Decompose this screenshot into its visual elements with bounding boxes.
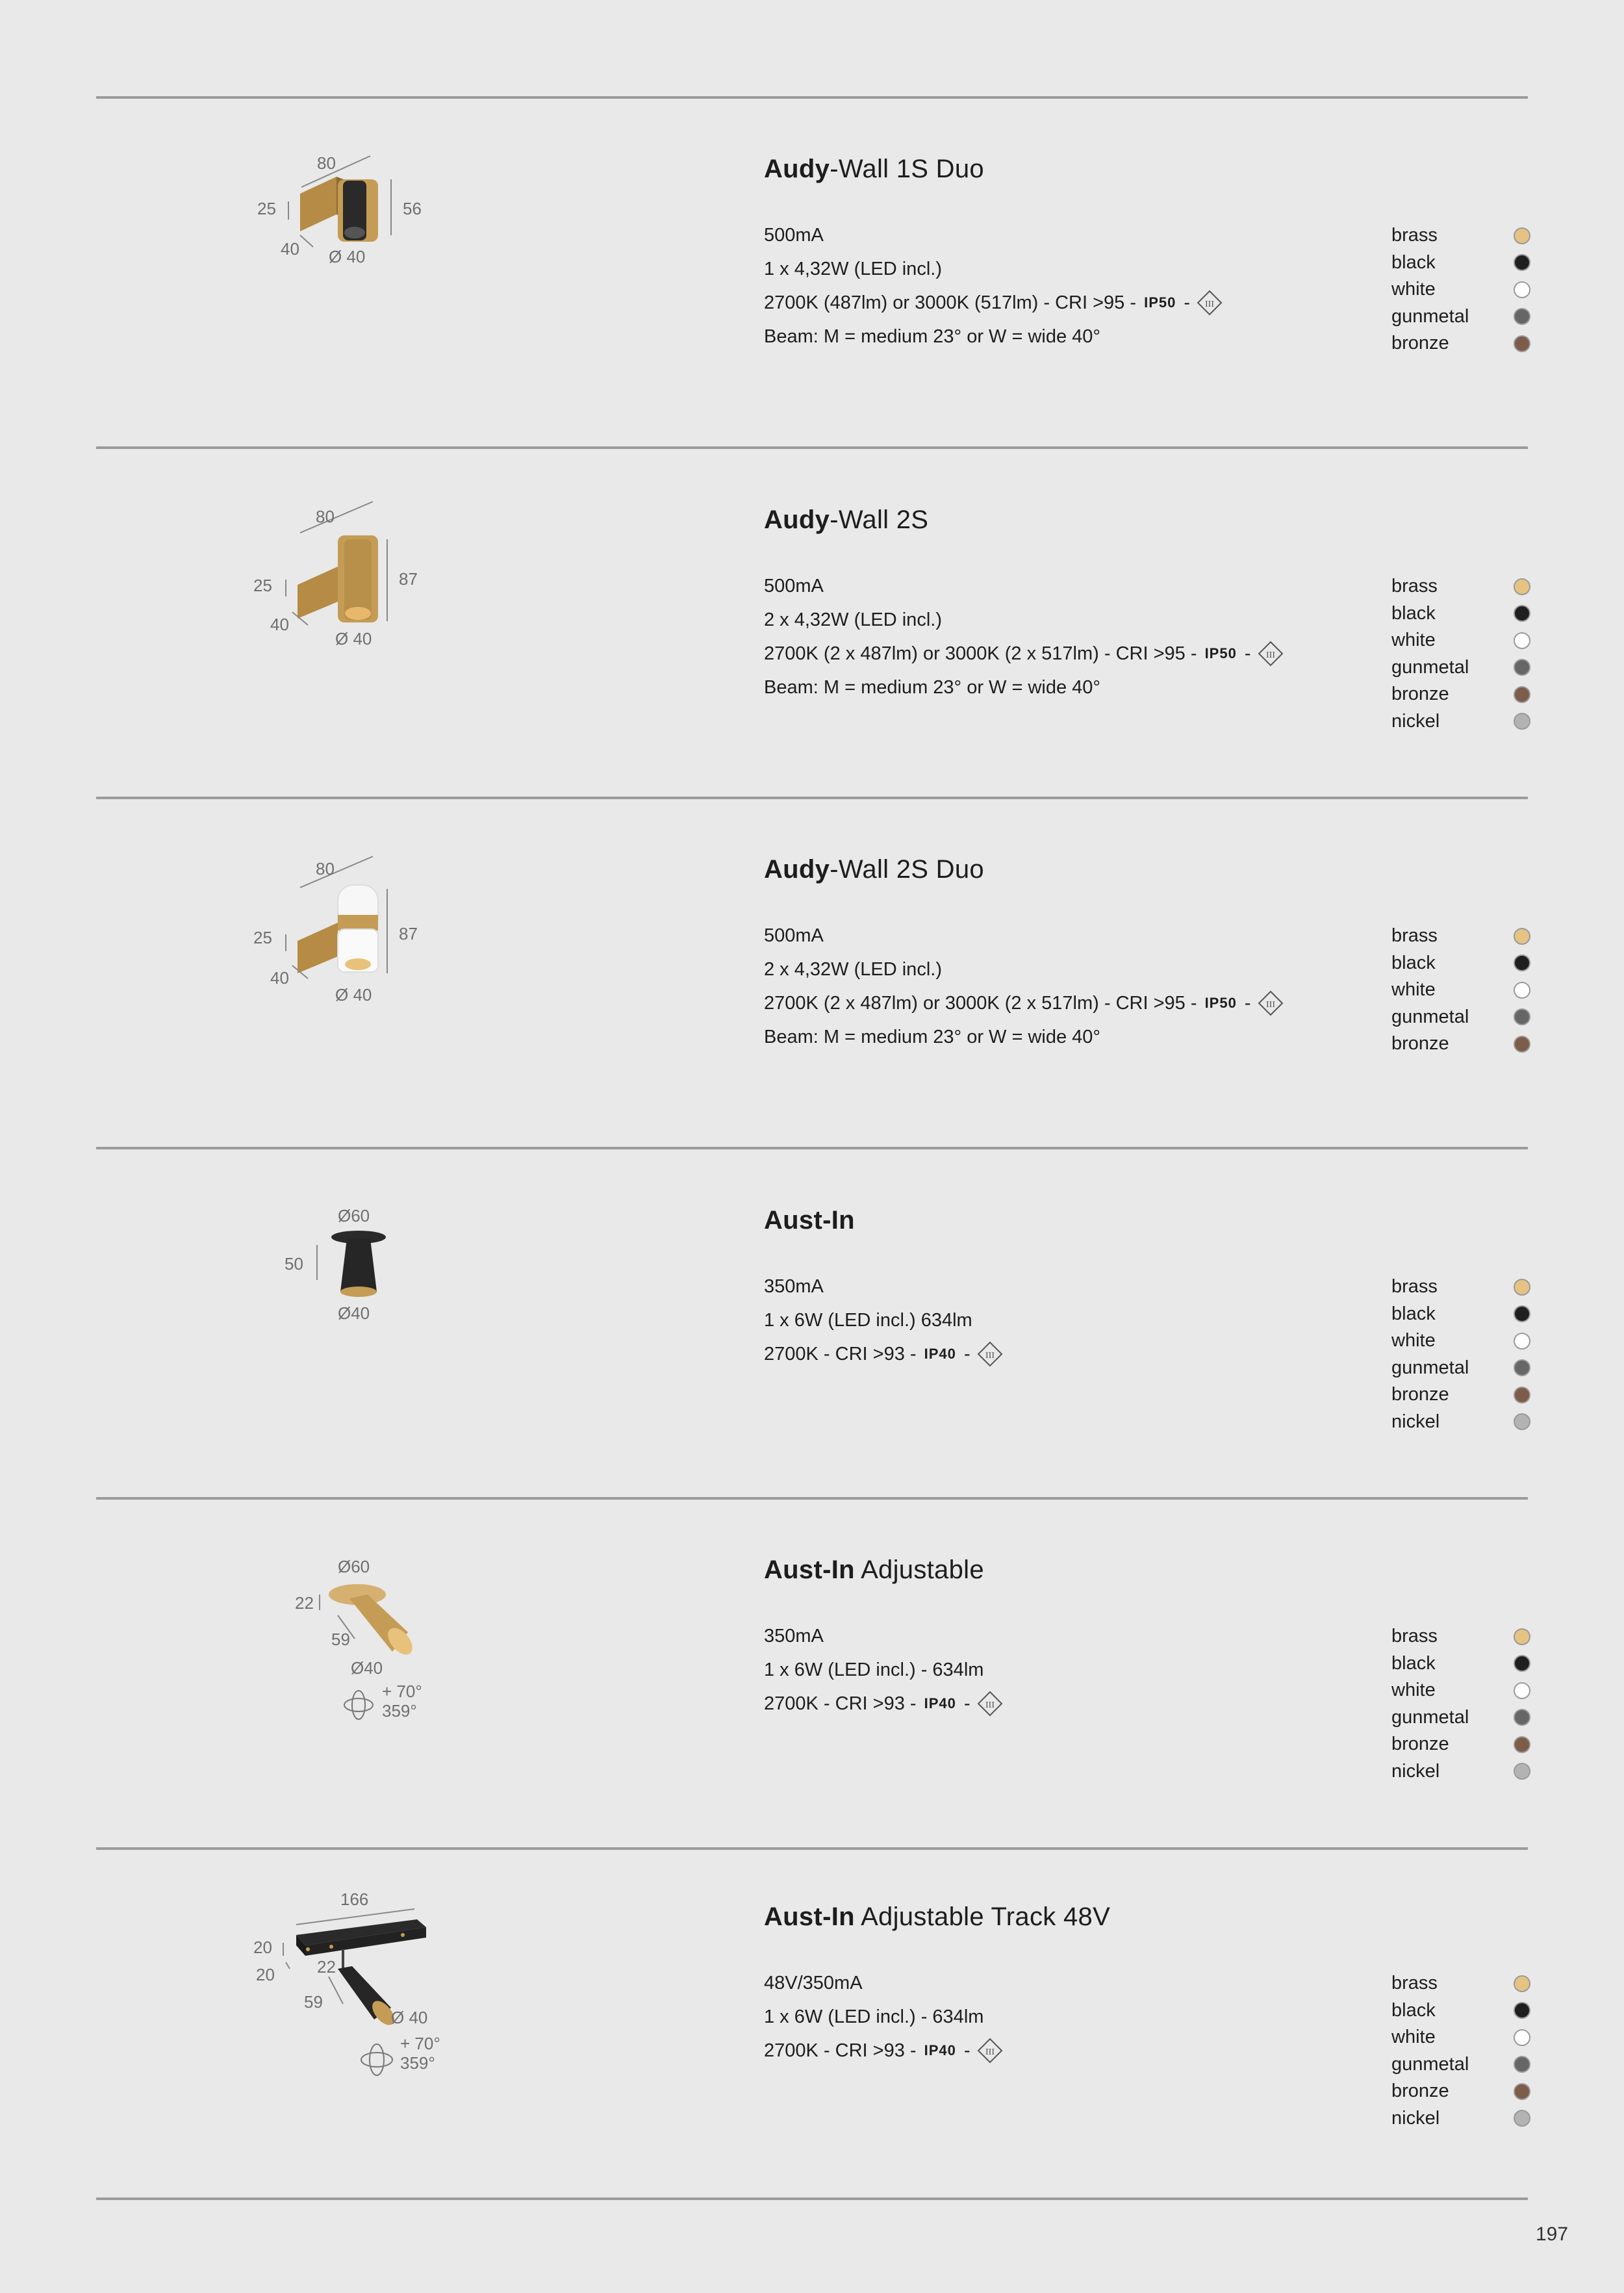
- dim-diameter-top: Ø60: [338, 1557, 370, 1576]
- product-drawing: [240, 1865, 461, 2125]
- class-iii-icon: [1258, 641, 1284, 667]
- finish-brass: brass: [1391, 573, 1530, 600]
- svg-text:III: III: [985, 1700, 995, 1710]
- spec-power: 1 x 6W (LED incl.) 634lm: [764, 1310, 972, 1331]
- dim-diameter: Ø 40: [329, 247, 366, 266]
- ip-rating: IP40: [924, 1346, 956, 1362]
- dim-width: 20: [256, 1965, 275, 1984]
- spec-light: 2700K (2 x 487lm) or 3000K (2 x 517lm) - CRI >95 - IP50 - III: [764, 637, 1284, 671]
- class-iii-icon: [1197, 290, 1223, 316]
- spec-light: 2700K - CRI >93 - IP40 - III: [764, 1687, 1003, 1721]
- product-title: Aust-In: [764, 1206, 855, 1235]
- swatch-gunmetal: [1514, 308, 1530, 325]
- product-drawing: [240, 468, 461, 728]
- product-aust-in-adjustable: [0, 1518, 1624, 1869]
- dim-width: 80: [316, 507, 335, 526]
- spec-current: 350mA: [764, 1626, 824, 1646]
- dim-length: 59: [331, 1630, 350, 1649]
- swatch-black: [1514, 1305, 1530, 1322]
- swatch-brass: [1514, 227, 1530, 244]
- spec-light: 2700K (487lm) or 3000K (517lm) - CRI >95 - IP50 - III: [764, 286, 1223, 320]
- finish-gunmetal: gunmetal: [1391, 1355, 1530, 1382]
- finish-brass: brass: [1391, 1274, 1530, 1301]
- finish-bronze: bronze: [1391, 1031, 1530, 1058]
- finish-brass: brass: [1391, 1970, 1530, 1997]
- finish-gunmetal: gunmetal: [1391, 1704, 1530, 1732]
- product-audy-wall-1s-duo: [0, 117, 1624, 468]
- svg-text:III: III: [1265, 650, 1275, 660]
- rotation-icon: [361, 2044, 392, 2075]
- finish-nickel: nickel: [1391, 708, 1530, 736]
- finish-bronze: bronze: [1391, 1381, 1530, 1409]
- swatch-nickel: [1514, 1763, 1530, 1780]
- rotation-icon: [344, 1691, 373, 1719]
- dim-height: 87: [399, 569, 418, 589]
- spec-current: 48V/350mA: [764, 1973, 863, 1993]
- spec-current: 500mA: [764, 225, 824, 246]
- finish-list: [1391, 1623, 1530, 1785]
- product-drawing: [240, 817, 461, 1077]
- finish-white: white: [1391, 2024, 1530, 2051]
- product-title: Audy-Wall 1S Duo: [764, 155, 984, 183]
- finish-nickel: nickel: [1391, 2105, 1530, 2133]
- dim-depth: 25: [257, 199, 276, 218]
- swatch-bronze: [1514, 1736, 1530, 1753]
- dim-width: 80: [316, 859, 335, 878]
- spec-light: 2700K - CRI >93 - IP40 - III: [764, 2034, 1003, 2068]
- finish-nickel: nickel: [1391, 1409, 1530, 1436]
- dim-base: 40: [281, 239, 299, 259]
- dim-diameter-top: Ø60: [338, 1206, 370, 1225]
- swatch-black: [1514, 1655, 1530, 1672]
- tilt-angle: + 70°: [382, 1682, 422, 1701]
- product-title: Audy-Wall 2S: [764, 506, 929, 534]
- finish-black: black: [1391, 1650, 1530, 1678]
- spec-beam: Beam: M = medium 23° or W = wide 40°: [764, 326, 1101, 347]
- finish-black: black: [1391, 950, 1530, 977]
- finish-black: black: [1391, 1997, 1530, 2025]
- dim-height: 87: [399, 924, 418, 943]
- product-title: Aust-In Adjustable Track 48V: [764, 1902, 1111, 1931]
- spec-power: 1 x 4,32W (LED incl.): [764, 259, 942, 279]
- finish-white: white: [1391, 1327, 1530, 1355]
- swatch-white: [1514, 1682, 1530, 1699]
- swatch-brass: [1514, 1975, 1530, 1992]
- swatch-nickel: [1514, 713, 1530, 730]
- finish-white: white: [1391, 276, 1530, 303]
- swatch-white: [1514, 632, 1530, 649]
- swatch-white: [1514, 2029, 1530, 2046]
- spec-light: 2700K (2 x 487lm) or 3000K (2 x 517lm) - CRI >95 - IP50 - III: [764, 986, 1284, 1020]
- rotation-angle: 359°: [400, 2053, 435, 2073]
- spec-list: [764, 569, 1284, 704]
- spec-list: [764, 1966, 1003, 2068]
- dim-diameter: Ø 40: [335, 985, 372, 1005]
- dim-diameter: Ø 40: [391, 2008, 428, 2027]
- finish-black: black: [1391, 600, 1530, 628]
- finish-list: [1391, 1274, 1530, 1435]
- finish-gunmetal: gunmetal: [1391, 2051, 1530, 2079]
- finish-brass: brass: [1391, 923, 1530, 950]
- spec-power: 2 x 4,32W (LED incl.): [764, 959, 942, 980]
- spec-beam: Beam: M = medium 23° or W = wide 40°: [764, 1027, 1101, 1047]
- spec-list: [764, 1270, 1003, 1371]
- dim-depth: 22: [295, 1593, 314, 1613]
- swatch-black: [1514, 954, 1530, 971]
- swatch-gunmetal: [1514, 2056, 1530, 2073]
- dim-length: 166: [340, 1889, 369, 1909]
- swatch-black: [1514, 254, 1530, 271]
- ip-rating: IP40: [924, 2042, 956, 2058]
- finish-brass: brass: [1391, 222, 1530, 250]
- swatch-black: [1514, 2002, 1530, 2019]
- finish-bronze: bronze: [1391, 2078, 1530, 2105]
- swatch-gunmetal: [1514, 1008, 1530, 1025]
- finish-gunmetal: gunmetal: [1391, 1004, 1530, 1031]
- class-iii-icon: [977, 1341, 1003, 1367]
- finish-white: white: [1391, 627, 1530, 654]
- finish-bronze: bronze: [1391, 330, 1530, 357]
- swatch-gunmetal: [1514, 659, 1530, 676]
- finish-bronze: bronze: [1391, 1731, 1530, 1758]
- swatch-bronze: [1514, 335, 1530, 352]
- dim-drop: 22: [317, 1957, 336, 1977]
- dim-depth: 25: [253, 576, 272, 595]
- swatch-white: [1514, 982, 1530, 999]
- dim-base: 40: [270, 615, 289, 634]
- finish-gunmetal: gunmetal: [1391, 654, 1530, 682]
- svg-text:III: III: [1265, 1000, 1275, 1010]
- swatch-nickel: [1514, 2110, 1530, 2127]
- dim-diameter-bottom: Ø40: [351, 1658, 383, 1678]
- product-audy-wall-2s: [0, 468, 1624, 819]
- divider: [96, 96, 1528, 99]
- product-drawing: [240, 1168, 461, 1428]
- spec-light: 2700K - CRI >93 - IP40 - III: [764, 1337, 1003, 1371]
- swatch-bronze: [1514, 2083, 1530, 2100]
- finish-list: [1391, 573, 1530, 735]
- spec-current: 350mA: [764, 1276, 824, 1297]
- spec-current: 500mA: [764, 576, 824, 596]
- swatch-bronze: [1514, 1036, 1530, 1053]
- swatch-white: [1514, 1333, 1530, 1350]
- spec-list: [764, 1619, 1003, 1721]
- dim-height: 20: [253, 1938, 272, 1957]
- spec-power: 1 x 6W (LED incl.) - 634lm: [764, 2006, 984, 2027]
- swatch-brass: [1514, 1279, 1530, 1296]
- swatch-nickel: [1514, 1413, 1530, 1430]
- finish-list: [1391, 222, 1530, 357]
- page-number: 197: [1536, 2223, 1569, 2245]
- spec-beam: Beam: M = medium 23° or W = wide 40°: [764, 677, 1101, 698]
- dim-height: 50: [285, 1254, 303, 1274]
- dim-base: 40: [270, 968, 289, 988]
- class-iii-icon: [977, 1691, 1003, 1717]
- rotation-angle: 359°: [382, 1701, 417, 1721]
- product-title: Audy-Wall 2S Duo: [764, 855, 984, 884]
- spec-list: [764, 919, 1284, 1054]
- spec-power: 1 x 6W (LED incl.) - 634lm: [764, 1659, 984, 1680]
- finish-black: black: [1391, 1301, 1530, 1328]
- product-aust-in-adjustable-track-48v: [0, 1865, 1624, 2216]
- swatch-gunmetal: [1514, 1359, 1530, 1376]
- swatch-gunmetal: [1514, 1709, 1530, 1726]
- finish-bronze: bronze: [1391, 681, 1530, 708]
- ip-rating: IP40: [924, 1695, 956, 1711]
- product-drawing: [240, 1518, 461, 1778]
- finish-nickel: nickel: [1391, 1758, 1530, 1786]
- ip-rating: IP50: [1204, 995, 1237, 1011]
- class-iii-icon: [1258, 990, 1284, 1016]
- swatch-bronze: [1514, 1387, 1530, 1403]
- swatch-white: [1514, 281, 1530, 298]
- product-drawing: [240, 117, 461, 377]
- finish-brass: brass: [1391, 1623, 1530, 1650]
- dim-width: 80: [317, 153, 336, 173]
- product-aust-in: [0, 1168, 1624, 1519]
- ip-rating: IP50: [1144, 294, 1176, 311]
- finish-gunmetal: gunmetal: [1391, 303, 1530, 331]
- spec-power: 2 x 4,32W (LED incl.): [764, 609, 942, 630]
- dim-arm: 59: [304, 1992, 323, 2012]
- dim-diameter: Ø 40: [335, 629, 372, 648]
- dim-depth: 25: [253, 928, 272, 947]
- spec-list: [764, 218, 1223, 353]
- tilt-angle: + 70°: [400, 2034, 440, 2053]
- finish-list: [1391, 1970, 1530, 2132]
- class-iii-icon: [977, 2038, 1003, 2064]
- finish-black: black: [1391, 250, 1530, 277]
- swatch-brass: [1514, 928, 1530, 945]
- svg-text:III: III: [985, 2047, 995, 2057]
- product-audy-wall-2s-duo: [0, 817, 1624, 1168]
- swatch-brass: [1514, 578, 1530, 595]
- product-title: Aust-In Adjustable: [764, 1556, 984, 1584]
- swatch-bronze: [1514, 686, 1530, 703]
- swatch-brass: [1514, 1628, 1530, 1645]
- dim-diameter-bottom: Ø40: [338, 1303, 370, 1323]
- svg-text:III: III: [1205, 300, 1215, 309]
- dim-height: 56: [403, 199, 422, 218]
- ip-rating: IP50: [1204, 645, 1237, 661]
- swatch-black: [1514, 605, 1530, 622]
- finish-white: white: [1391, 977, 1530, 1004]
- finish-white: white: [1391, 1677, 1530, 1704]
- svg-text:III: III: [985, 1351, 995, 1361]
- finish-list: [1391, 923, 1530, 1058]
- spec-current: 500mA: [764, 925, 824, 946]
